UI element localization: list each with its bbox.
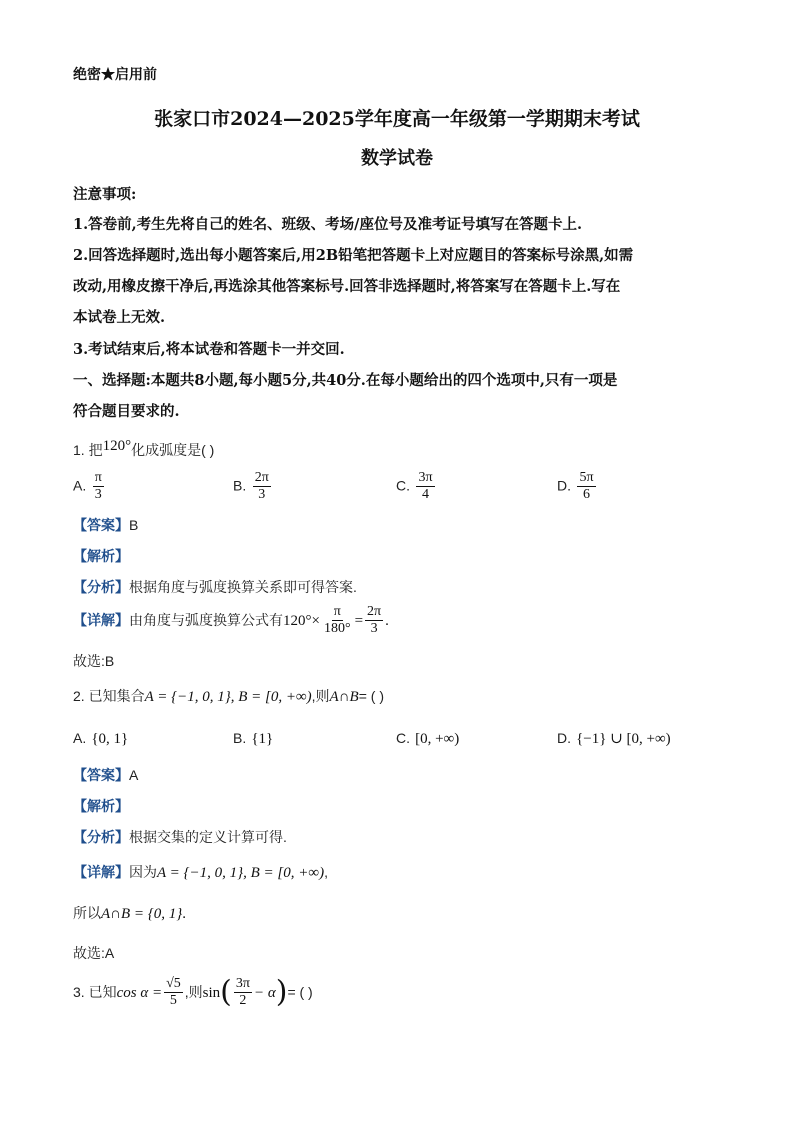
q1-option-d: D. $\frac{5\pi}{6}$	[557, 470, 594, 503]
notes-line-2b: 改动,用橡皮擦干净后,再选涂其他答案标号.回答非选择题时,将答案写在答题卡上.写在	[73, 278, 621, 295]
q3-sin-fraction: $\frac{3\pi}{2}$	[235, 976, 250, 1009]
exam-title: 张家口市2024—2025学年度高一年级第一学期期末考试	[154, 108, 640, 130]
notes-line-3: 3.考试结束后,将本试卷和答题卡一并交回.	[73, 341, 345, 358]
q2-option-c: C. [0, +∞)	[396, 730, 460, 747]
q2-conclusion: 所以A∩B = {0, 1}.	[73, 905, 187, 922]
q2-stem: 2. 已知集合A = {−1, 0, 1}, B = [0, +∞),则A∩B= ( )	[73, 688, 384, 705]
q1-option-d-fraction: $\frac{5\pi}{6}$	[579, 470, 594, 503]
q2-option-b: B. {1}	[233, 730, 274, 747]
q1-stem	[73, 440, 214, 460]
q1-detail-fraction: $\frac{\pi}{180^\circ}$	[323, 604, 351, 637]
q1-angle: 120°	[102, 438, 132, 454]
q2-answer: 【答案】A	[73, 767, 139, 783]
q2-option-d: D. {−1} ∪ [0, +∞)	[557, 730, 671, 747]
q1-option-a: A. $\frac{\pi}{3}$	[73, 470, 102, 503]
q2-fenxi: 【分析】根据交集的定义计算可得.	[73, 829, 287, 845]
secret-mark: 绝密★启用前	[73, 67, 157, 83]
notes-line-1: 1.答卷前,考生先将自己的姓名、班级、考场/座位号及准考证号填写在答题卡上.	[73, 216, 583, 233]
q1-choose: 故选:B	[73, 653, 115, 669]
q1-fenxi: 【分析】根据角度与弧度换算关系即可得答案.	[73, 579, 357, 595]
q1-detail: 【详解】由角度与弧度换算公式有120°× $\frac{\pi}{180^\circ}$ = $\frac{2\pi}{3}$ .	[73, 604, 389, 637]
q1-detail-result: $\frac{2\pi}{3}$	[367, 604, 382, 637]
section-heading-2: 符合题目要求的.	[73, 403, 180, 420]
q1-option-b: B. $\frac{2\pi}{3}$	[233, 470, 269, 503]
q2-option-a: A. {0, 1}	[73, 730, 129, 747]
q2-analysis-label: 【解析】	[73, 798, 129, 814]
q2-choose: 故选:A	[73, 945, 115, 961]
notes-heading: 注意事项:	[73, 186, 137, 203]
q1-prefix: 1. 把	[73, 442, 103, 458]
notes-line-2c: 本试卷上无效.	[73, 309, 166, 326]
q1-option-a-fraction: $\frac{\pi}{3}$	[94, 470, 102, 503]
q1-option-b-fraction: $\frac{2\pi}{3}$	[254, 470, 269, 503]
q2-sets: A = {−1, 0, 1}, B = [0, +∞)	[144, 689, 312, 705]
q1-option-c: C. $\frac{3\pi}{4}$	[396, 470, 433, 503]
q1-option-c-fraction: $\frac{3\pi}{4}$	[418, 470, 433, 503]
section-heading-1: 一、选择题:本题共8小题,每小题5分,共40分.在每小题给出的四个选项中,只有一项是	[73, 372, 618, 389]
q3-stem: 3. 已知cos α = $\frac{√5}{5}$ ,则sin( $\frac{3\pi}{2}$ − α)= ( )	[73, 974, 313, 1010]
q3-cos-fraction: $\frac{√5}{5}$	[166, 976, 181, 1009]
q1-analysis-label: 【解析】	[73, 548, 129, 564]
notes-line-2a: 2.回答选择题时,选出每小题答案后,用2B铅笔把答题卡上对应题目的答案标号涂黑,如需	[73, 247, 634, 264]
q1-answer: 【答案】B	[73, 517, 139, 533]
q2-detail: 【详解】因为A = {−1, 0, 1}, B = [0, +∞),	[73, 864, 328, 881]
q1-suffix: 化成弧度是( )	[131, 442, 215, 458]
exam-subtitle: 数学试卷	[361, 148, 433, 169]
